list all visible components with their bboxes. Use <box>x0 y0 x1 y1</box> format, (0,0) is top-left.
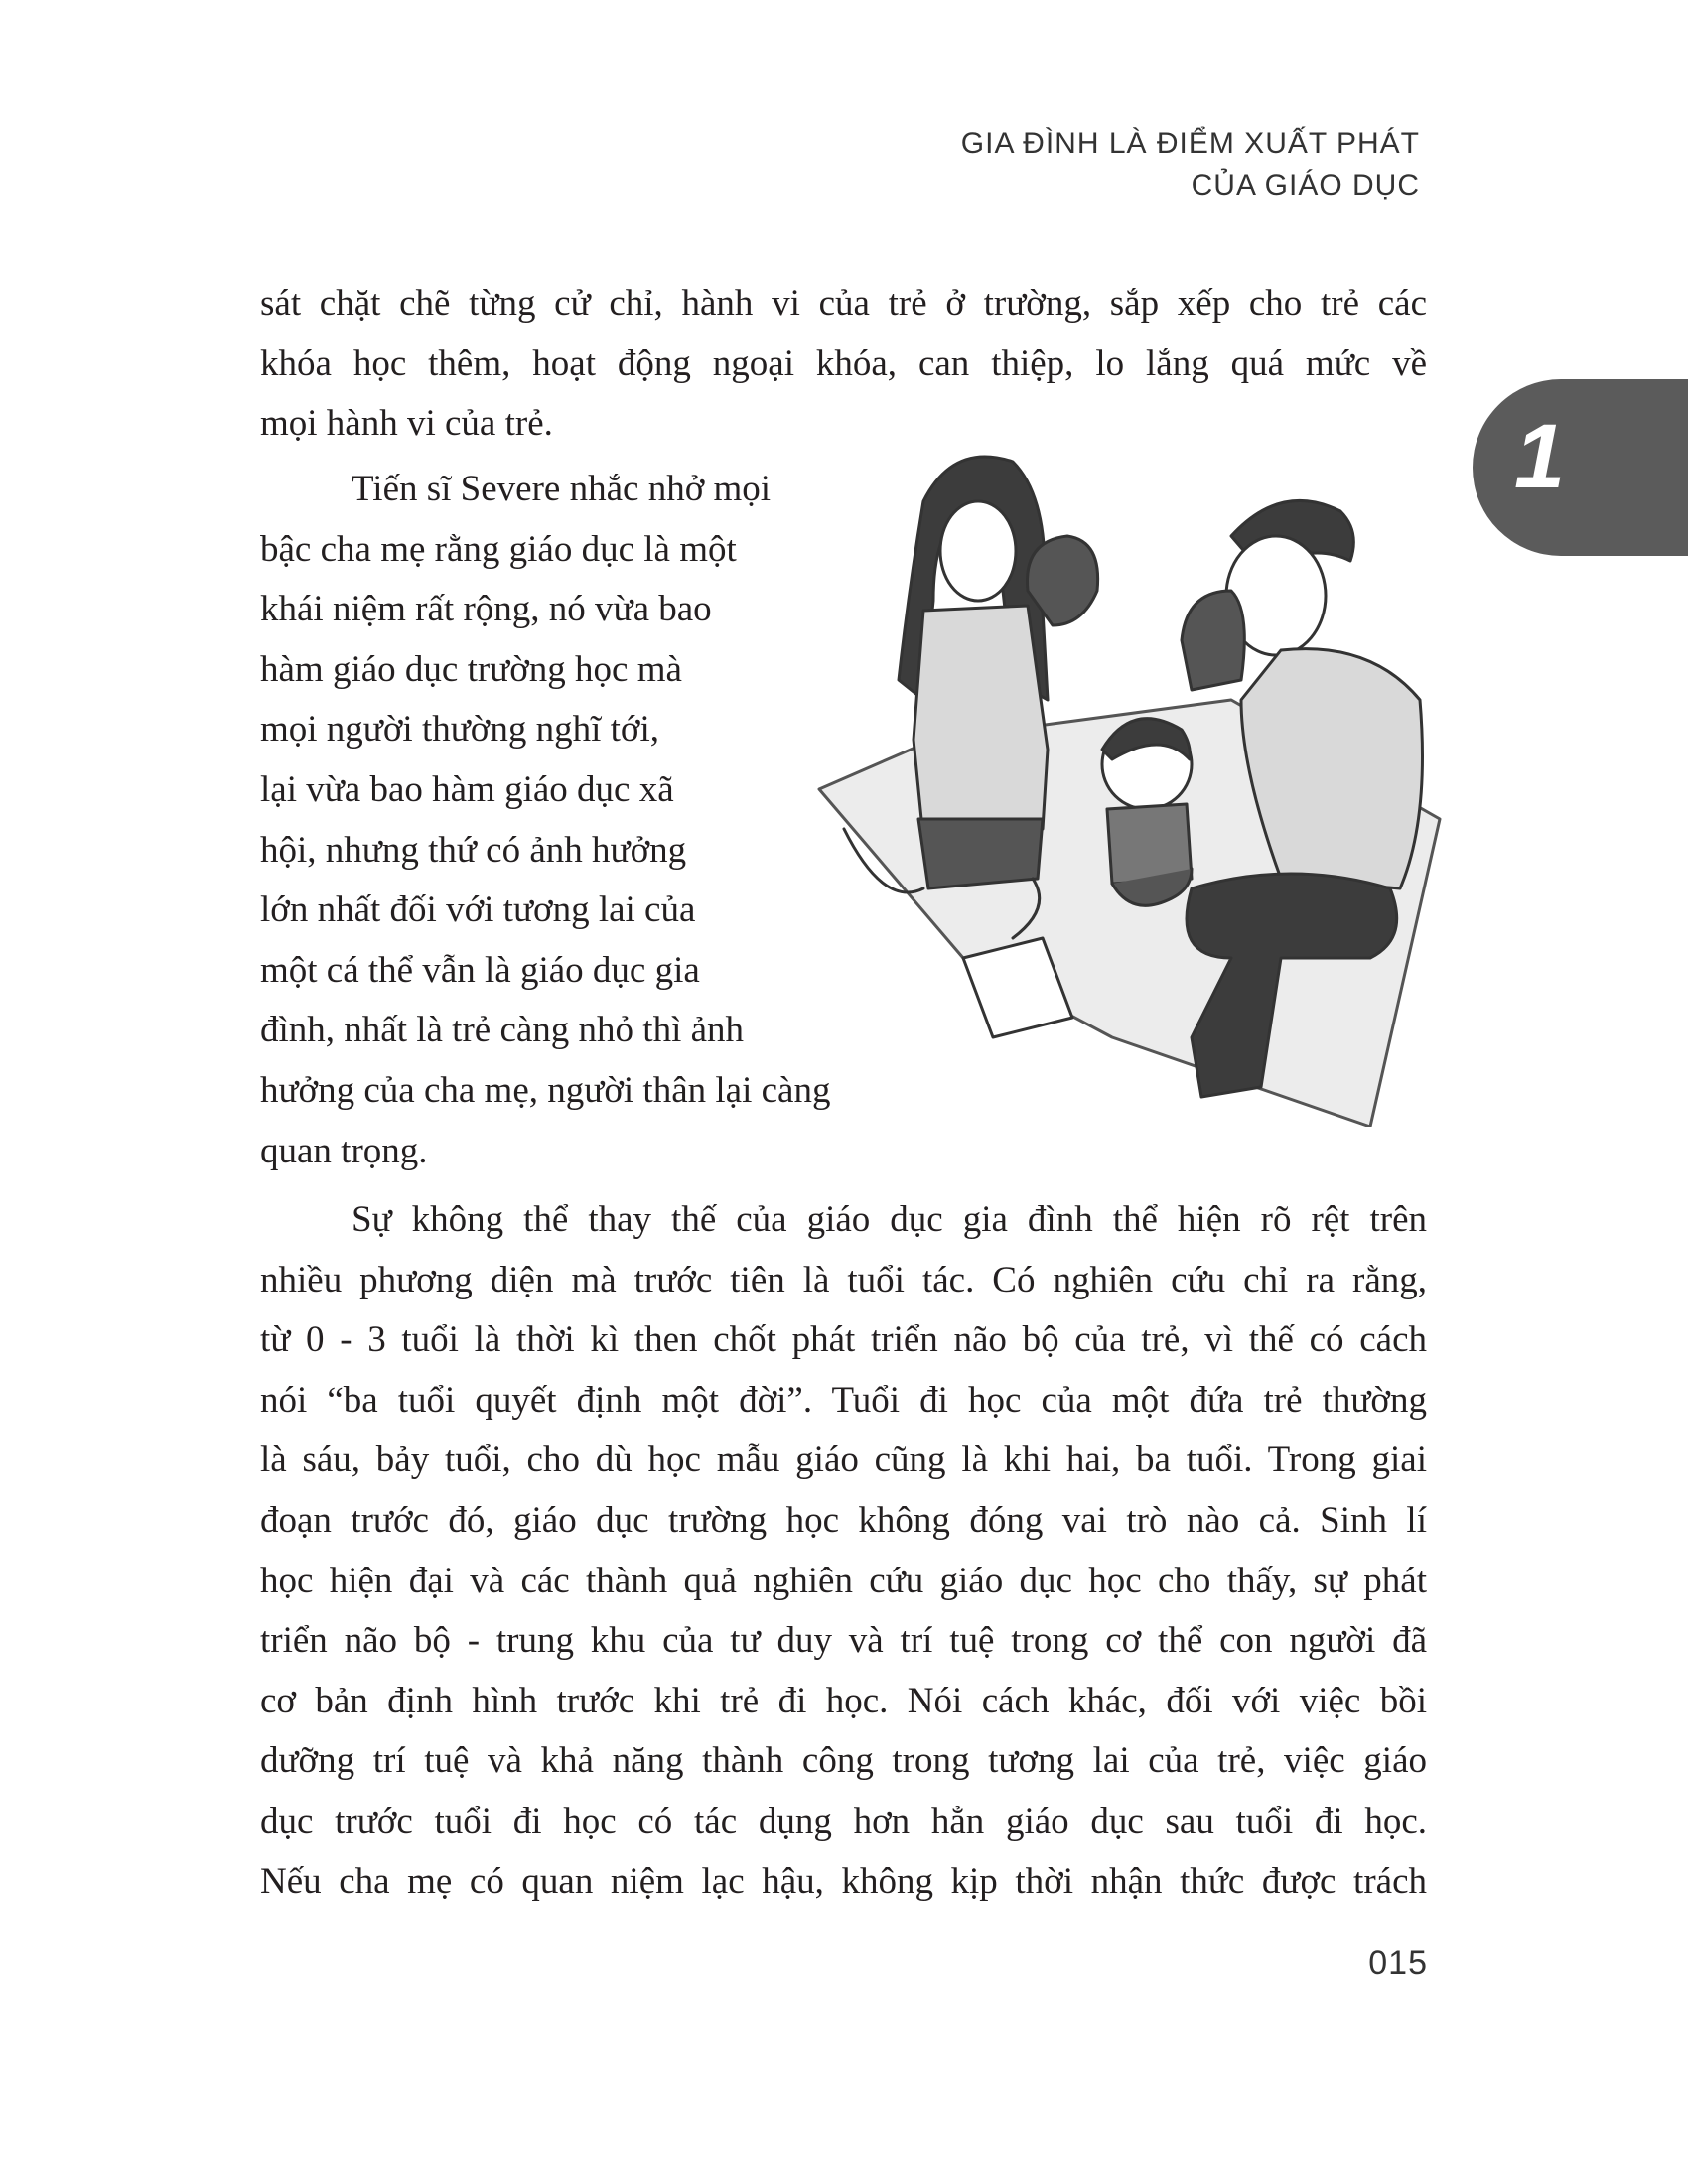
text-line: hàm giáo dục trường học mà <box>260 648 682 690</box>
mother-face <box>940 501 1016 601</box>
text-line: mọi người thường nghĩ tới, <box>260 709 660 751</box>
chapter-number: 1 <box>1514 406 1566 507</box>
text-line: từ 0 - 3 tuổi là thời kì then chốt phát triển não bộ của trẻ, vì thế có cách <box>260 1319 1427 1361</box>
text-line: khái niệm rất rộng, nó vừa bao <box>260 589 712 630</box>
page-number: 015 <box>1368 1944 1428 1981</box>
paragraph-3 <box>260 1190 1427 1912</box>
running-header-line-2: CỦA GIÁO DỤC <box>1191 169 1420 202</box>
text-line: khóa học thêm, hoạt động ngoại khóa, can thiệp, lo lắng quá mức về <box>260 342 1427 384</box>
text-line: Tiến sĩ Severe nhắc nhở mọi <box>352 469 772 509</box>
text-line: mọi hành vi của trẻ. <box>260 403 553 445</box>
text-line: Nếu cha mẹ có quan niệm lạc hậu, không kịp thời nhận thức được trách <box>260 1860 1427 1902</box>
text-line: cơ bản định hình trước khi trẻ đi học. Nói cách khác, đối với việc bồi <box>260 1680 1427 1721</box>
text-line: bậc cha mẹ rằng giáo dục là một <box>260 528 737 570</box>
text-line: hội, nhưng thứ có ảnh hưởng <box>260 829 687 871</box>
paragraph-1 <box>260 274 1427 455</box>
mother-body <box>914 606 1048 839</box>
text-line: hưởng của cha mẹ, người thân lại càng <box>260 1069 831 1111</box>
puppet-cat <box>1182 591 1244 690</box>
text-line: Sự không thể thay thế của giáo dục gia đình thể hiện rõ rệt trên <box>352 1199 1427 1240</box>
text-line: một cá thể vẫn là giáo dục gia <box>260 949 700 991</box>
mother-shorts <box>918 819 1043 888</box>
text-line: dục trước tuổi đi học có tác dụng hơn hẳn giáo dục sau tuổi đi học. <box>260 1800 1427 1842</box>
text-line: đoạn trước đó, giáo dục trường học không đóng vai trò nào cả. Sinh lí <box>260 1499 1427 1541</box>
family-illustration <box>814 442 1455 1127</box>
text-line: lại vừa bao hàm giáo dục xã <box>260 768 674 810</box>
text-line: học hiện đại và các thành quả nghiên cứu giáo dục học cho thấy, sự phát <box>260 1560 1427 1601</box>
paragraph-2 <box>260 460 830 1181</box>
text-line: quan trọng. <box>260 1130 428 1171</box>
text-line: dưỡng trí tuệ và khả năng thành công trong tương lai của trẻ, việc giáo <box>260 1740 1427 1782</box>
running-header-line-1: GIA ĐÌNH LÀ ĐIỂM XUẤT PHÁT <box>960 127 1420 160</box>
text-line: nhiều phương diện mà trước tiên là tuổi tác. Có nghiên cứu chỉ ra rằng, <box>260 1259 1427 1300</box>
text-line: đình, nhất là trẻ càng nhỏ thì ảnh <box>260 1010 745 1051</box>
chapter-tab <box>1473 379 1688 556</box>
text-line: sát chặt chẽ từng cử chỉ, hành vi của trẻ ở trường, sắp xếp cho trẻ các <box>260 283 1427 324</box>
text-line: nói “ba tuổi quyết định một đời”. Tuổi đi học của một đứa trẻ thường <box>260 1379 1427 1421</box>
text-line: triển não bộ - trung khu của tư duy và trí tuệ trong cơ thể con người đã <box>260 1620 1427 1662</box>
text-line: lớn nhất đối với tương lai của <box>260 889 696 931</box>
text-line: là sáu, bảy tuổi, cho dù học mẫu giáo cũng là khi hai, ba tuổi. Trong giai <box>260 1439 1427 1481</box>
